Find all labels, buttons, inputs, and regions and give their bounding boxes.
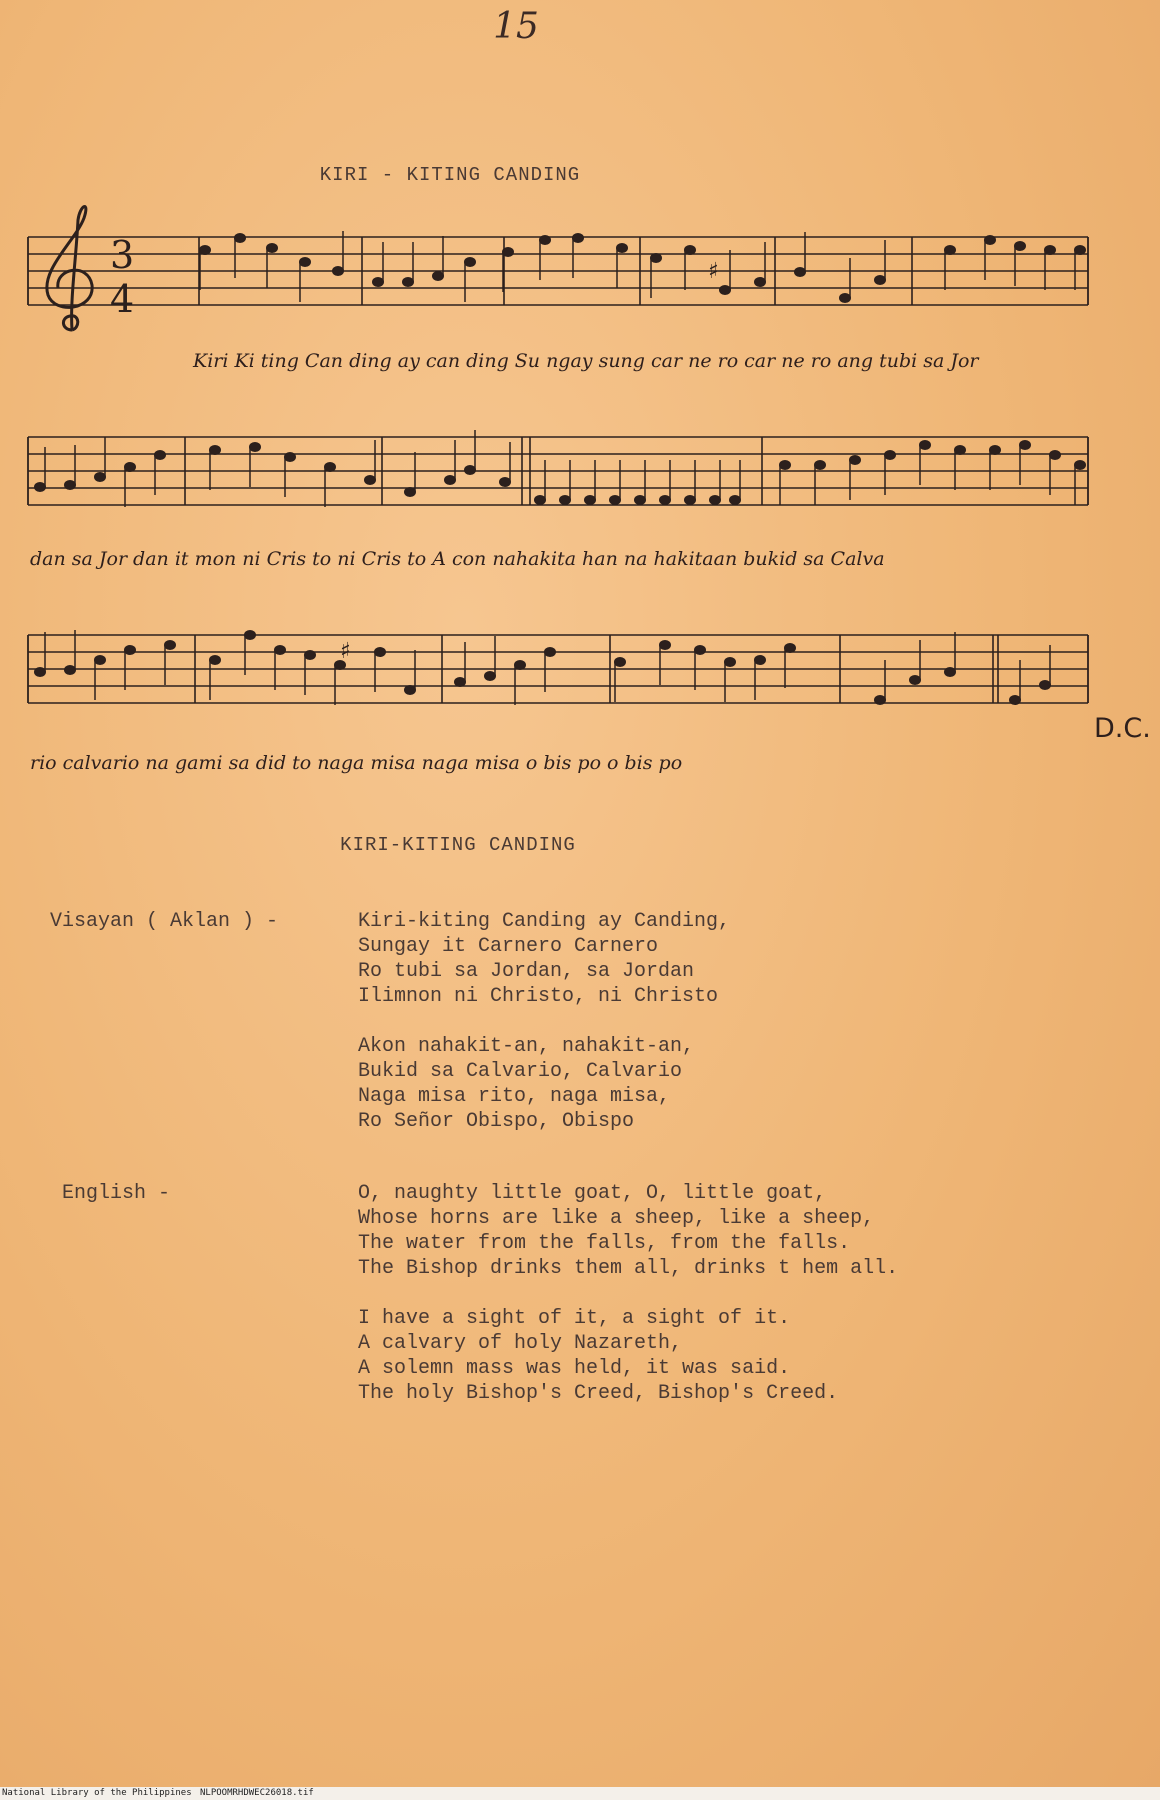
notehead [285,453,296,462]
notehead [685,496,696,505]
staff-1 [28,237,1088,305]
notehead [540,236,551,245]
time-signature-top: 3 [110,233,135,277]
notehead [610,496,621,505]
notehead [875,276,886,285]
verse-line: The Bishop drinks them all, drinks t hem all. [358,1257,899,1280]
notehead [465,258,476,267]
notehead [945,668,956,677]
notehead [365,476,376,485]
treble-clef [47,206,92,330]
notehead [795,268,806,277]
notehead [885,451,896,460]
english-label: English - [62,1182,171,1205]
notehead [373,278,384,287]
notehead [95,656,106,665]
notehead [710,496,721,505]
verse-line: The water from the falls, from the falls. [358,1232,851,1255]
notehead [1075,461,1086,470]
notehead [635,496,646,505]
notehead [545,648,556,657]
notehead [245,631,256,640]
notehead [660,496,671,505]
notehead [35,668,46,677]
notehead [660,641,671,650]
notehead [515,661,526,670]
time-signature-bottom: 4 [110,277,135,321]
verse-line: Ro tubi sa Jordan, sa Jordan [358,960,695,983]
notehead [125,463,136,472]
notehead [200,246,211,255]
notehead [405,488,416,497]
notehead [405,686,416,695]
english-stanza-2 [358,1306,838,1406]
notehead [1015,242,1026,251]
verse-line: Ilimnon ni Christo, ni Christo [358,985,719,1008]
notehead [375,648,386,657]
notehead [95,473,106,482]
notehead [755,278,766,287]
notehead [125,646,136,655]
notes [35,231,1086,705]
notehead [485,672,496,681]
notehead [875,696,886,705]
verse-line: Ro Señor Obispo, Obispo [358,1110,635,1133]
notehead [985,236,996,245]
notehead [945,246,956,255]
notehead [333,267,344,276]
notehead [210,656,221,665]
visayan-stanza-1 [358,909,730,1009]
notehead [785,644,796,653]
notehead [275,646,286,655]
footer-bar [0,1787,1160,1800]
verse-line: Naga misa rito, naga misa, [358,1085,671,1108]
notehead [403,278,414,287]
notehead [500,478,511,487]
text-section-title: KIRI-KITING CANDING [340,834,576,856]
notehead [910,676,921,685]
english-stanza-1 [358,1181,898,1281]
notehead [1045,246,1056,255]
notehead [465,466,476,475]
notehead [1050,451,1061,460]
notehead [850,456,861,465]
notehead [267,244,278,253]
notehead [573,234,584,243]
notehead [65,666,76,675]
verse-line: Whose horns are like a sheep, like a sheep, [358,1207,875,1230]
notehead [815,461,826,470]
notehead [651,254,662,263]
notehead [560,496,571,505]
verse-line: A solemn mass was held, it was said. [358,1357,791,1380]
notehead [585,496,596,505]
notehead [1020,441,1031,450]
notehead [535,496,546,505]
lyrics-line-2: dan sa Jor dan it mon ni Cris to ni Cris to A con nahakita han na hakitaan bukid sa Calva [30,548,885,570]
verse-line: Sungay it Carnero Carnero [358,935,659,958]
score-title: KIRI - KITING CANDING [319,164,581,186]
footer-source: National Library of the Philippines [2,1788,192,1798]
notehead [165,641,176,650]
notehead [1075,246,1086,255]
notehead [920,441,931,450]
notehead [755,656,766,665]
verse-line: O, naughty little goat, O, little goat, [358,1182,827,1205]
verse-line: Bukid sa Calvario, Calvario [358,1060,683,1083]
notehead [990,446,1001,455]
notehead [65,481,76,490]
sharp-1: ♯ [708,259,719,284]
page-number: 15 [493,6,539,47]
verse-line: A calvary of holy Nazareth, [358,1332,683,1355]
lyrics-line-3: rio calvario na gami sa did to naga misa naga misa o bis po o bis po [30,752,683,774]
verse-line: Akon nahakit-an, nahakit-an, [358,1035,695,1058]
staff-3 [28,635,1088,703]
notehead [433,272,444,281]
notehead [1040,681,1051,690]
verse-line: I have a sight of it, a sight of it. [358,1307,791,1330]
notehead [955,446,966,455]
notehead [730,496,741,505]
visayan-label: Visayan ( Aklan ) - [50,910,279,933]
notehead [455,678,466,687]
dc-marking: D.C. [1094,713,1151,744]
notehead [250,443,261,452]
music-score [0,0,1160,800]
notehead [780,461,791,470]
notehead [300,258,311,267]
verse-line: Kiri-kiting Canding ay Canding, [358,910,731,933]
notehead [445,476,456,485]
notehead [617,244,628,253]
notehead [235,234,246,243]
notehead [155,451,166,460]
notehead [615,658,626,667]
notehead [840,294,851,303]
notehead [720,286,731,295]
notehead [685,246,696,255]
verse-line: The holy Bishop's Creed, Bishop's Creed. [358,1382,839,1405]
notehead [503,248,514,257]
visayan-stanza-2 [358,1034,694,1134]
notehead [725,658,736,667]
notehead [1010,696,1021,705]
lyrics-line-1: Kiri Ki ting Can ding ay can ding Su ngay sung car ne ro car ne ro ang tubi sa Jor [193,350,979,372]
footer-filename: NLPOOMRHDWEC26018.tif [200,1788,314,1798]
notehead [210,446,221,455]
notehead [695,646,706,655]
notehead [325,463,336,472]
notehead [35,483,46,492]
sharp-2: ♯ [340,639,351,664]
notehead [305,651,316,660]
